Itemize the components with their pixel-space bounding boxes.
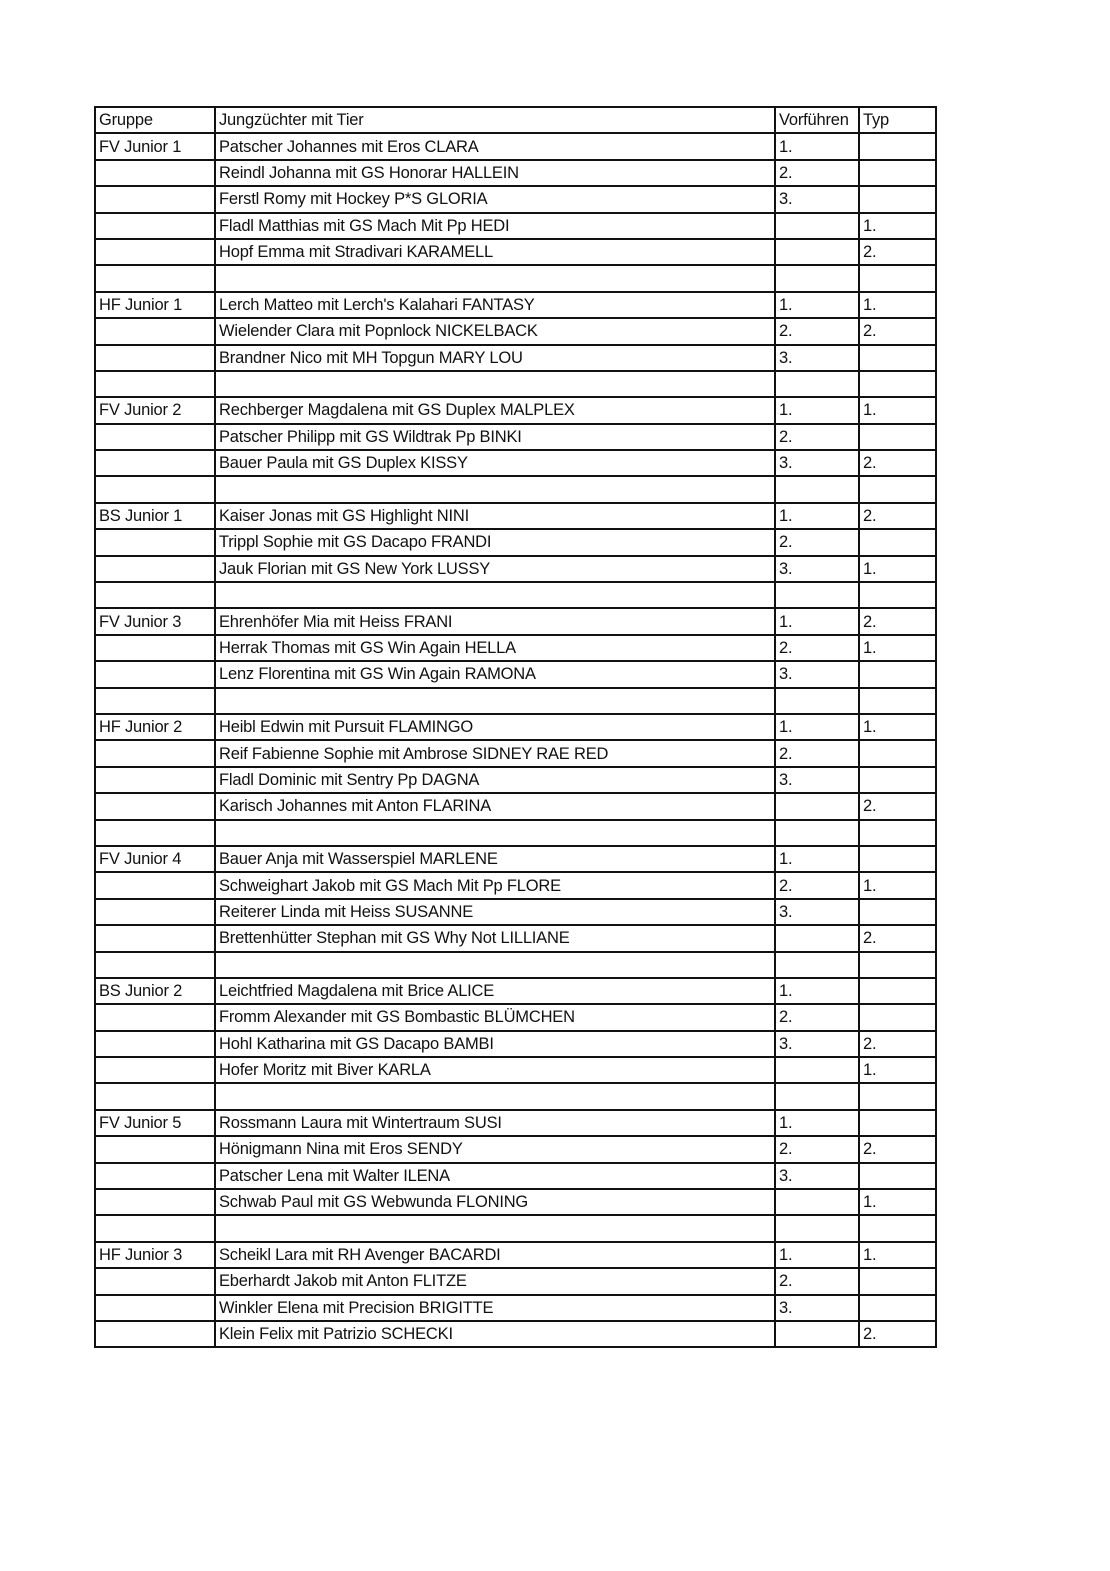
cell-jungzuechter: Jauk Florian mit GS New York LUSSY: [215, 556, 775, 582]
cell-gruppe: [95, 371, 215, 397]
results-table-body: [95, 107, 936, 1347]
table-row: [95, 239, 936, 265]
cell-jungzuechter: Scheikl Lara mit RH Avenger BACARDI: [215, 1242, 775, 1268]
cell-vorfuehren: 3.: [775, 1295, 859, 1321]
cell-gruppe: HF Junior 3: [95, 1242, 215, 1268]
cell-typ: 1.: [859, 292, 936, 318]
table-row: [95, 476, 936, 502]
cell-jungzuechter: Rossmann Laura mit Wintertraum SUSI: [215, 1110, 775, 1136]
cell-vorfuehren: [775, 371, 859, 397]
cell-typ: [859, 371, 936, 397]
cell-jungzuechter: [215, 371, 775, 397]
cell-jungzuechter: Trippl Sophie mit GS Dacapo FRANDI: [215, 529, 775, 555]
cell-gruppe: [95, 318, 215, 344]
table-row: [95, 529, 936, 555]
cell-typ: [859, 476, 936, 502]
cell-vorfuehren: [775, 239, 859, 265]
cell-vorfuehren: 2.: [775, 529, 859, 555]
cell-jungzuechter: [215, 476, 775, 502]
cell-jungzuechter: Eberhardt Jakob mit Anton FLITZE: [215, 1268, 775, 1294]
table-row: [95, 899, 936, 925]
table-row: [95, 925, 936, 951]
table-row: [95, 160, 936, 186]
cell-jungzuechter: Patscher Johannes mit Eros CLARA: [215, 133, 775, 159]
cell-gruppe: [95, 1215, 215, 1241]
header-vorfuehren: Vorführen: [775, 107, 859, 133]
cell-vorfuehren: [775, 582, 859, 608]
cell-typ: [859, 529, 936, 555]
cell-jungzuechter: Bauer Paula mit GS Duplex KISSY: [215, 450, 775, 476]
cell-vorfuehren: 2.: [775, 1004, 859, 1030]
header-jungzuechter: Jungzüchter mit Tier: [215, 107, 775, 133]
table-row: [95, 740, 936, 766]
cell-typ: [859, 345, 936, 371]
cell-typ: 1.: [859, 397, 936, 423]
table-row: [95, 1136, 936, 1162]
table-row: [95, 450, 936, 476]
cell-gruppe: BS Junior 1: [95, 503, 215, 529]
cell-gruppe: [95, 1321, 215, 1347]
cell-gruppe: [95, 239, 215, 265]
cell-vorfuehren: 3.: [775, 1163, 859, 1189]
cell-jungzuechter: Ehrenhöfer Mia mit Heiss FRANI: [215, 608, 775, 634]
cell-vorfuehren: 2.: [775, 635, 859, 661]
header-gruppe: Gruppe: [95, 107, 215, 133]
cell-jungzuechter: Lerch Matteo mit Lerch's Kalahari FANTASY: [215, 292, 775, 318]
cell-typ: [859, 265, 936, 291]
cell-jungzuechter: Hohl Katharina mit GS Dacapo BAMBI: [215, 1031, 775, 1057]
table-row: [95, 978, 936, 1004]
cell-typ: [859, 899, 936, 925]
cell-gruppe: BS Junior 2: [95, 978, 215, 1004]
cell-jungzuechter: Fromm Alexander mit GS Bombastic BLÜMCHEN: [215, 1004, 775, 1030]
cell-jungzuechter: [215, 582, 775, 608]
cell-gruppe: [95, 186, 215, 212]
cell-jungzuechter: [215, 952, 775, 978]
table-row: [95, 608, 936, 634]
cell-jungzuechter: Karisch Johannes mit Anton FLARINA: [215, 793, 775, 819]
cell-typ: [859, 582, 936, 608]
cell-gruppe: [95, 160, 215, 186]
table-row: [95, 345, 936, 371]
cell-typ: [859, 1110, 936, 1136]
cell-gruppe: [95, 899, 215, 925]
table-row: [95, 1057, 936, 1083]
cell-jungzuechter: Ferstl Romy mit Hockey P*S GLORIA: [215, 186, 775, 212]
cell-gruppe: [95, 740, 215, 766]
cell-typ: 1.: [859, 1189, 936, 1215]
cell-jungzuechter: Hönigmann Nina mit Eros SENDY: [215, 1136, 775, 1162]
table-row: [95, 1215, 936, 1241]
cell-gruppe: [95, 1295, 215, 1321]
cell-vorfuehren: 1.: [775, 714, 859, 740]
cell-vorfuehren: 2.: [775, 160, 859, 186]
cell-jungzuechter: Hofer Moritz mit Biver KARLA: [215, 1057, 775, 1083]
cell-jungzuechter: [215, 1083, 775, 1109]
cell-vorfuehren: 3.: [775, 1031, 859, 1057]
cell-vorfuehren: 3.: [775, 899, 859, 925]
cell-gruppe: HF Junior 2: [95, 714, 215, 740]
table-row: [95, 1004, 936, 1030]
cell-vorfuehren: [775, 1215, 859, 1241]
cell-vorfuehren: 1.: [775, 133, 859, 159]
cell-gruppe: [95, 820, 215, 846]
cell-vorfuehren: 2.: [775, 872, 859, 898]
cell-jungzuechter: [215, 265, 775, 291]
cell-jungzuechter: Schwab Paul mit GS Webwunda FLONING: [215, 1189, 775, 1215]
cell-gruppe: [95, 450, 215, 476]
table-row: [95, 714, 936, 740]
cell-vorfuehren: 1.: [775, 1242, 859, 1268]
cell-vorfuehren: 1.: [775, 978, 859, 1004]
cell-gruppe: [95, 1031, 215, 1057]
cell-vorfuehren: 1.: [775, 292, 859, 318]
cell-gruppe: [95, 1136, 215, 1162]
cell-gruppe: [95, 1004, 215, 1030]
cell-gruppe: [95, 345, 215, 371]
cell-jungzuechter: Herrak Thomas mit GS Win Again HELLA: [215, 635, 775, 661]
cell-jungzuechter: [215, 820, 775, 846]
cell-jungzuechter: Fladl Matthias mit GS Mach Mit Pp HEDI: [215, 213, 775, 239]
cell-typ: [859, 978, 936, 1004]
cell-typ: 2.: [859, 503, 936, 529]
cell-gruppe: [95, 265, 215, 291]
cell-vorfuehren: [775, 1189, 859, 1215]
cell-jungzuechter: Hopf Emma mit Stradivari KARAMELL: [215, 239, 775, 265]
table-row: [95, 582, 936, 608]
cell-typ: 1.: [859, 714, 936, 740]
cell-gruppe: HF Junior 1: [95, 292, 215, 318]
table-row: [95, 1242, 936, 1268]
cell-gruppe: FV Junior 1: [95, 133, 215, 159]
cell-typ: [859, 767, 936, 793]
table-row: [95, 503, 936, 529]
table-row: [95, 820, 936, 846]
cell-typ: [859, 820, 936, 846]
cell-typ: 2.: [859, 318, 936, 344]
cell-jungzuechter: Schweighart Jakob mit GS Mach Mit Pp FLORE: [215, 872, 775, 898]
cell-vorfuehren: [775, 925, 859, 951]
cell-typ: [859, 740, 936, 766]
table-row: [95, 213, 936, 239]
cell-jungzuechter: [215, 1215, 775, 1241]
cell-jungzuechter: Klein Felix mit Patrizio SCHECKI: [215, 1321, 775, 1347]
cell-gruppe: [95, 213, 215, 239]
cell-typ: 1.: [859, 556, 936, 582]
results-table: [94, 106, 937, 1348]
cell-vorfuehren: [775, 213, 859, 239]
cell-jungzuechter: Leichtfried Magdalena mit Brice ALICE: [215, 978, 775, 1004]
cell-jungzuechter: Brettenhütter Stephan mit GS Why Not LILLIANE: [215, 925, 775, 951]
cell-vorfuehren: 2.: [775, 740, 859, 766]
cell-typ: 1.: [859, 1242, 936, 1268]
cell-typ: [859, 160, 936, 186]
cell-typ: 2.: [859, 925, 936, 951]
cell-typ: 2.: [859, 450, 936, 476]
cell-gruppe: [95, 635, 215, 661]
cell-jungzuechter: Rechberger Magdalena mit GS Duplex MALPLEX: [215, 397, 775, 423]
cell-typ: [859, 1083, 936, 1109]
table-row: [95, 1295, 936, 1321]
cell-gruppe: [95, 1189, 215, 1215]
cell-jungzuechter: Reiterer Linda mit Heiss SUSANNE: [215, 899, 775, 925]
cell-vorfuehren: 1.: [775, 608, 859, 634]
cell-typ: [859, 1268, 936, 1294]
table-row: [95, 424, 936, 450]
cell-vorfuehren: [775, 820, 859, 846]
table-row: [95, 292, 936, 318]
cell-gruppe: [95, 1268, 215, 1294]
cell-jungzuechter: Patscher Lena mit Walter ILENA: [215, 1163, 775, 1189]
cell-gruppe: [95, 688, 215, 714]
table-row: [95, 397, 936, 423]
table-row: [95, 133, 936, 159]
cell-vorfuehren: [775, 265, 859, 291]
cell-gruppe: [95, 1163, 215, 1189]
cell-vorfuehren: 2.: [775, 1136, 859, 1162]
table-row: [95, 1189, 936, 1215]
cell-typ: [859, 846, 936, 872]
cell-jungzuechter: Winkler Elena mit Precision BRIGITTE: [215, 1295, 775, 1321]
cell-gruppe: [95, 1083, 215, 1109]
cell-gruppe: [95, 872, 215, 898]
table-row: [95, 318, 936, 344]
cell-typ: 1.: [859, 213, 936, 239]
table-row: [95, 635, 936, 661]
cell-typ: [859, 952, 936, 978]
table-row: [95, 793, 936, 819]
cell-typ: [859, 688, 936, 714]
cell-vorfuehren: [775, 793, 859, 819]
table-row: [95, 265, 936, 291]
cell-typ: [859, 1004, 936, 1030]
header-typ: Typ: [859, 107, 936, 133]
cell-typ: 2.: [859, 1321, 936, 1347]
cell-vorfuehren: [775, 952, 859, 978]
table-row: [95, 556, 936, 582]
table-row: [95, 1031, 936, 1057]
cell-gruppe: FV Junior 5: [95, 1110, 215, 1136]
cell-jungzuechter: Reif Fabienne Sophie mit Ambrose SIDNEY RAE RED: [215, 740, 775, 766]
cell-typ: 1.: [859, 635, 936, 661]
cell-gruppe: [95, 767, 215, 793]
cell-gruppe: FV Junior 2: [95, 397, 215, 423]
cell-jungzuechter: Bauer Anja mit Wasserspiel MARLENE: [215, 846, 775, 872]
cell-gruppe: [95, 582, 215, 608]
cell-gruppe: [95, 424, 215, 450]
cell-vorfuehren: 1.: [775, 1110, 859, 1136]
cell-typ: 1.: [859, 1057, 936, 1083]
cell-typ: 2.: [859, 793, 936, 819]
header-row: [95, 107, 936, 133]
cell-vorfuehren: 1.: [775, 846, 859, 872]
table-row: [95, 1268, 936, 1294]
table-row: [95, 1163, 936, 1189]
cell-typ: 1.: [859, 872, 936, 898]
cell-gruppe: [95, 1057, 215, 1083]
table-row: [95, 661, 936, 687]
cell-typ: [859, 1215, 936, 1241]
table-row: [95, 688, 936, 714]
cell-typ: [859, 424, 936, 450]
cell-vorfuehren: 2.: [775, 1268, 859, 1294]
cell-jungzuechter: Fladl Dominic mit Sentry Pp DAGNA: [215, 767, 775, 793]
cell-gruppe: [95, 661, 215, 687]
cell-vorfuehren: 2.: [775, 318, 859, 344]
table-row: [95, 1321, 936, 1347]
cell-vorfuehren: [775, 688, 859, 714]
cell-gruppe: [95, 793, 215, 819]
cell-vorfuehren: 3.: [775, 556, 859, 582]
cell-gruppe: [95, 952, 215, 978]
cell-vorfuehren: 3.: [775, 661, 859, 687]
table-row: [95, 767, 936, 793]
cell-typ: 2.: [859, 1136, 936, 1162]
cell-vorfuehren: [775, 1083, 859, 1109]
cell-gruppe: FV Junior 3: [95, 608, 215, 634]
cell-gruppe: [95, 529, 215, 555]
cell-jungzuechter: Heibl Edwin mit Pursuit FLAMINGO: [215, 714, 775, 740]
cell-gruppe: FV Junior 4: [95, 846, 215, 872]
cell-vorfuehren: 3.: [775, 186, 859, 212]
cell-vorfuehren: 3.: [775, 767, 859, 793]
cell-gruppe: [95, 476, 215, 502]
table-row: [95, 1110, 936, 1136]
cell-typ: [859, 186, 936, 212]
cell-gruppe: [95, 925, 215, 951]
cell-jungzuechter: Brandner Nico mit MH Topgun MARY LOU: [215, 345, 775, 371]
cell-jungzuechter: Lenz Florentina mit GS Win Again RAMONA: [215, 661, 775, 687]
cell-jungzuechter: [215, 688, 775, 714]
table-row: [95, 952, 936, 978]
cell-typ: 2.: [859, 1031, 936, 1057]
cell-jungzuechter: Patscher Philipp mit GS Wildtrak Pp BINKI: [215, 424, 775, 450]
cell-typ: [859, 1295, 936, 1321]
cell-typ: [859, 1163, 936, 1189]
table-row: [95, 371, 936, 397]
cell-vorfuehren: [775, 1321, 859, 1347]
cell-vorfuehren: 3.: [775, 450, 859, 476]
cell-jungzuechter: Kaiser Jonas mit GS Highlight NINI: [215, 503, 775, 529]
cell-jungzuechter: Wielender Clara mit Popnlock NICKELBACK: [215, 318, 775, 344]
cell-typ: 2.: [859, 608, 936, 634]
table-row: [95, 1083, 936, 1109]
table-row: [95, 872, 936, 898]
table-row: [95, 186, 936, 212]
cell-typ: [859, 661, 936, 687]
cell-vorfuehren: [775, 476, 859, 502]
cell-jungzuechter: Reindl Johanna mit GS Honorar HALLEIN: [215, 160, 775, 186]
cell-gruppe: [95, 556, 215, 582]
cell-vorfuehren: 1.: [775, 503, 859, 529]
cell-typ: 2.: [859, 239, 936, 265]
table-row: [95, 846, 936, 872]
cell-vorfuehren: 3.: [775, 345, 859, 371]
cell-vorfuehren: 1.: [775, 397, 859, 423]
cell-typ: [859, 133, 936, 159]
cell-vorfuehren: 2.: [775, 424, 859, 450]
cell-vorfuehren: [775, 1057, 859, 1083]
